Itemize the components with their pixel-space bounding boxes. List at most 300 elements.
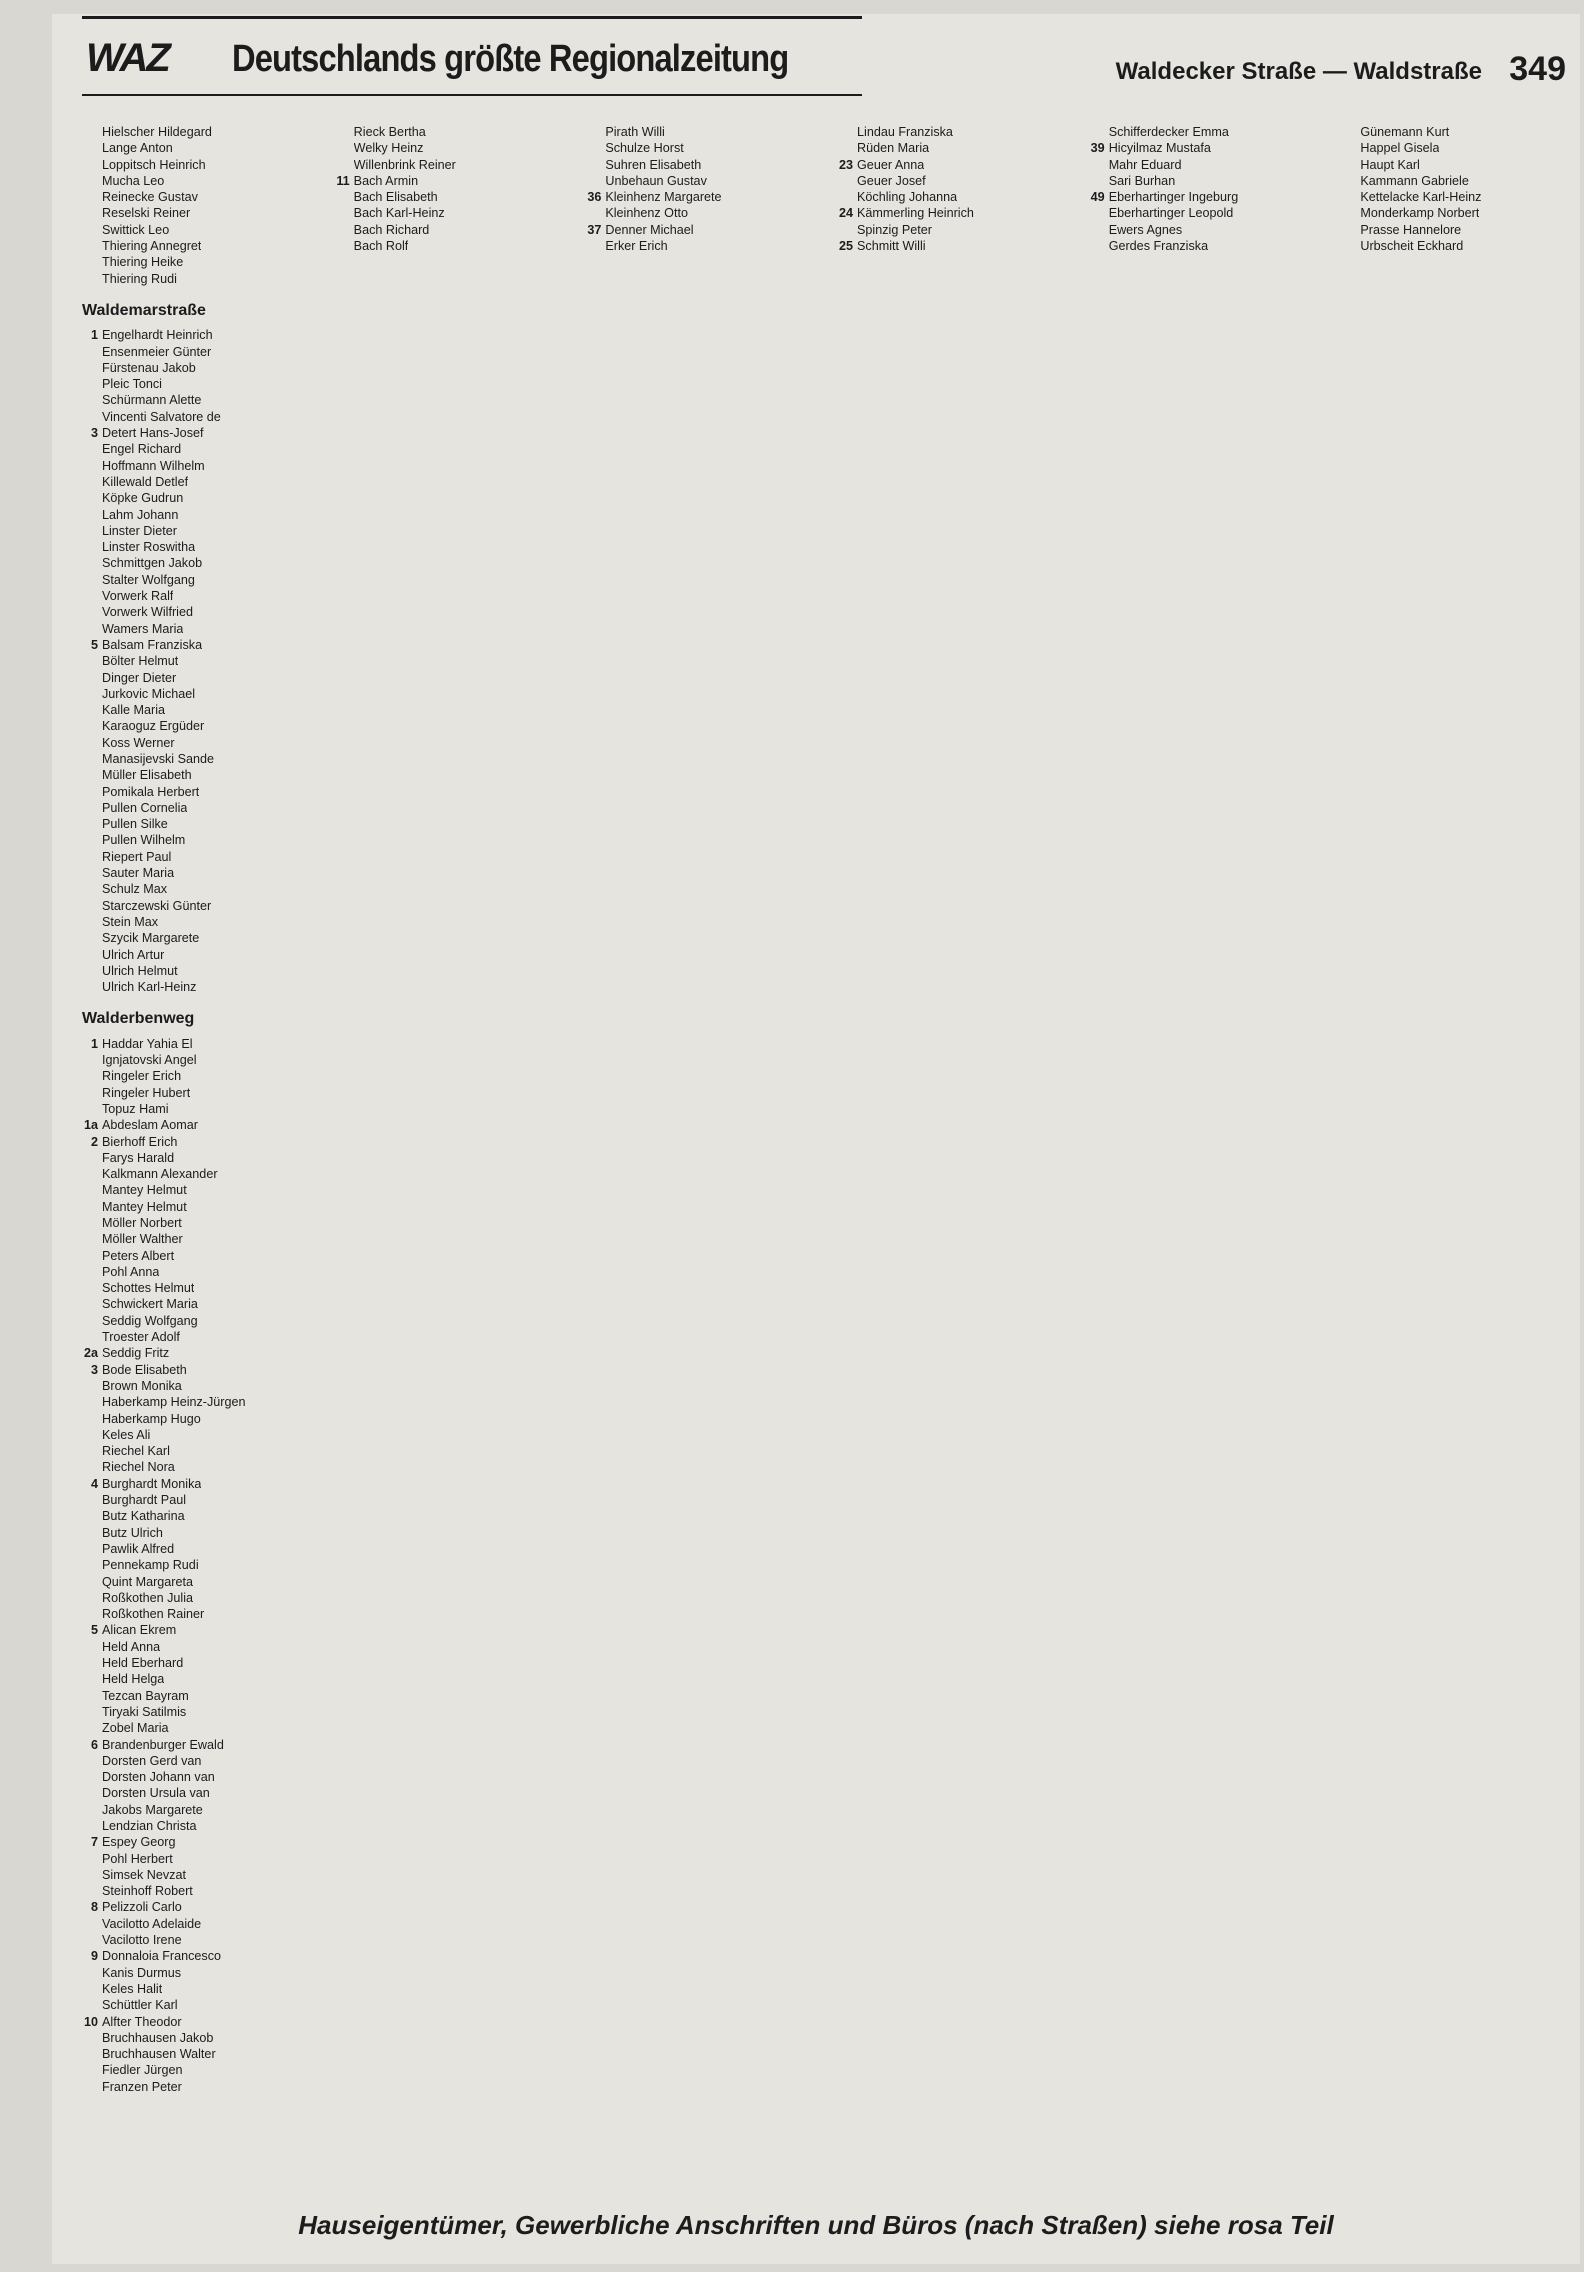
house-number [82,621,102,637]
house-number [837,173,857,189]
resident-entry [1340,222,1572,238]
resident-name: Abdeslam Aomar [102,1118,198,1133]
house-number: 37 [587,222,602,237]
house-number [585,124,605,140]
resident-name: Burghardt Monika [102,1476,202,1491]
resident-name: Rieck Bertha [353,125,426,139]
house-number [585,140,605,156]
house-number [1340,157,1360,173]
resident-entry [82,523,314,539]
resident-entry [82,653,314,669]
resident-name: Schifferdecker Emma [1108,125,1229,139]
house-number [82,1313,102,1329]
resident-entry [82,205,314,221]
resident-name: Espey Georg [102,1835,176,1850]
house-number [82,1182,102,1198]
resident-entry [82,1606,314,1622]
house-number [82,865,102,881]
resident-name: Linster Roswitha [102,540,196,555]
resident-entry [82,735,314,751]
resident-name: Pohl Herbert [102,1851,173,1866]
resident-name: Hielscher Hildegard [102,125,212,139]
resident-entry [82,1899,314,1915]
resident-name: Stalter Wolfgang [102,572,195,587]
resident-name: Pawlik Alfred [102,1541,175,1556]
resident-entry [334,124,566,140]
resident-name: Pullen Wilhelm [102,833,186,848]
resident-name: Vorwerk Ralf [102,589,174,604]
header-rule-bottom [82,94,862,96]
resident-entry [82,1296,314,1312]
house-number: 23 [839,157,854,172]
resident-entry [82,2079,314,2095]
resident-entry [334,238,566,254]
resident-name: Swittick Leo [102,222,170,237]
resident-name: Ulrich Karl-Heinz [102,980,197,995]
resident-name: Ignjatovski Angel [102,1053,197,1068]
house-number [82,653,102,669]
resident-entry [82,588,314,604]
directory-column [334,124,566,2154]
house-number [82,1753,102,1769]
house-number [82,523,102,539]
house-number [1340,189,1360,205]
resident-entry [82,1313,314,1329]
resident-name: Bach Armin [353,173,419,188]
resident-entry [585,173,817,189]
house-number: 2 [90,1134,98,1149]
resident-name: Kleinhenz Otto [605,206,688,221]
resident-name: Roßkothen Rainer [102,1607,205,1622]
resident-name: Brandenburger Ewald [102,1737,224,1752]
house-number [82,1639,102,1655]
resident-entry [82,1769,314,1785]
house-number: 5 [90,637,98,652]
resident-name: Hoffmann Wilhelm [102,458,205,473]
resident-entry [82,1932,314,1948]
directory-page [52,14,1580,2264]
resident-name: Kammann Gabriele [1360,173,1469,188]
house-number [82,140,102,156]
house-number [82,507,102,523]
resident-name: Keles Halit [102,1981,163,1996]
resident-entry [82,898,314,914]
resident-entry [334,173,566,189]
resident-entry [82,507,314,523]
resident-entry [1089,222,1321,238]
house-number [82,604,102,620]
resident-name: Lahm Johann [102,507,179,522]
resident-name: Köpke Gudrun [102,491,184,506]
resident-entry [82,1443,314,1459]
resident-entry [837,124,1069,140]
resident-name: Möller Norbert [102,1216,182,1230]
resident-name: Mucha Leo [102,173,165,188]
resident-name: Keles Ali [102,1427,151,1442]
resident-name: Haddar Yahia El [102,1036,193,1051]
resident-name: Franzen Peter [102,2079,182,2094]
house-number [82,2079,102,2095]
resident-entry [82,1068,314,1084]
house-number [82,1508,102,1524]
house-number [82,572,102,588]
resident-entry [82,1492,314,1508]
resident-name: Reinecke Gustav [102,190,198,205]
resident-entry [1340,173,1572,189]
house-number [82,1818,102,1834]
house-number [334,222,354,238]
house-number: 7 [90,1835,98,1850]
resident-entry [82,832,314,848]
resident-name: Vacilotto Adelaide [102,1916,202,1931]
resident-name: Fiedler Jürgen [102,2063,183,2078]
resident-entry [82,238,314,254]
house-number: 9 [90,1949,98,1964]
street-heading: Waldemarstraße [82,301,206,319]
house-number [82,1769,102,1785]
resident-entry [82,1345,314,1361]
house-number [82,1802,102,1818]
house-number [82,1411,102,1427]
resident-entry [334,140,566,156]
directory-columns [82,124,1572,2154]
resident-entry [82,670,314,686]
resident-name: Steinhoff Robert [102,1884,193,1899]
house-number [585,205,605,221]
resident-entry [82,1688,314,1704]
resident-name: Prasse Hannelore [1360,222,1462,237]
house-number [82,474,102,490]
resident-name: Donnaloia Francesco [102,1949,222,1964]
resident-name: Pullen Silke [102,817,168,832]
resident-name: Jurkovic Michael [102,686,196,701]
resident-name: Monderkamp Norbert [1360,206,1480,221]
resident-entry [82,881,314,897]
resident-name: Tiryaki Satilmis [102,1704,187,1719]
resident-entry [82,1476,314,1492]
resident-entry [82,1655,314,1671]
resident-name: Thiering Rudi [102,271,177,286]
resident-name: Stein Max [102,914,158,929]
resident-name: Schmitt Willi [857,239,926,254]
resident-entry [1340,140,1572,156]
house-number [1089,124,1109,140]
resident-name: Sauter Maria [102,866,175,881]
house-number [82,222,102,238]
resident-name: Spinzig Peter [857,222,932,237]
resident-entry [82,539,314,555]
resident-entry [334,157,566,173]
directory-column [1340,124,1572,2154]
resident-name: Dinger Dieter [102,670,177,685]
resident-entry [1340,157,1572,173]
resident-entry [82,1557,314,1573]
house-number [1340,140,1360,156]
house-number [334,205,354,221]
house-number [837,222,857,238]
resident-name: Gerdes Franziska [1108,239,1209,254]
resident-name: Farys Harald [102,1150,175,1165]
resident-entry [82,173,314,189]
resident-entry [1089,157,1321,173]
house-number [334,157,354,173]
resident-entry [82,1166,314,1182]
resident-entry [82,189,314,205]
resident-name: Alican Ekrem [102,1623,177,1638]
resident-entry [82,1215,314,1231]
house-number [82,2062,102,2078]
resident-entry [82,157,314,173]
resident-name: Schulz Max [102,882,168,897]
resident-name: Lindau Franziska [857,125,953,139]
house-number [82,914,102,930]
resident-name: Zobel Maria [102,1721,169,1736]
resident-entry [334,189,566,205]
house-number [82,1101,102,1117]
house-number [82,1248,102,1264]
house-number [82,1525,102,1541]
resident-entry [82,1785,314,1801]
house-number [82,718,102,734]
house-number [82,173,102,189]
house-number [837,124,857,140]
house-number [82,881,102,897]
house-number [82,1231,102,1247]
house-number: 3 [90,1362,98,1377]
resident-name: Roßkothen Julia [102,1590,194,1605]
house-number [82,1394,102,1410]
resident-name: Sari Burhan [1108,173,1176,188]
resident-entry [82,816,314,832]
house-number [82,124,102,140]
resident-name: Ulrich Helmut [102,963,178,978]
resident-entry [82,1541,314,1557]
resident-entry [837,189,1069,205]
resident-name: Eberhartinger Leopold [1108,206,1234,221]
resident-entry [837,222,1069,238]
house-number [82,205,102,221]
resident-entry [1089,238,1321,254]
resident-entry [82,718,314,734]
resident-entry [82,1362,314,1378]
resident-entry [82,637,314,653]
house-number [82,849,102,865]
resident-name: Held Eberhard [102,1656,184,1671]
resident-entry [334,222,566,238]
house-number [82,1965,102,1981]
resident-name: Denner Michael [605,222,694,237]
resident-name: Kalkmann Alexander [102,1167,218,1182]
resident-name: Kettelacke Karl-Heinz [1360,190,1482,205]
resident-entry [82,1916,314,1932]
resident-name: Starczewski Günter [102,898,212,913]
resident-entry [82,1231,314,1247]
resident-name: Wamers Maria [102,621,184,636]
house-number: 1 [90,328,98,343]
house-number [1089,173,1109,189]
house-number [82,1068,102,1084]
resident-entry [82,1525,314,1541]
resident-name: Simsek Nevzat [102,1867,186,1882]
resident-entry [82,947,314,963]
house-number [82,702,102,718]
house-number [82,2030,102,2046]
resident-entry [837,238,1069,254]
house-number [1340,173,1360,189]
resident-entry [1089,173,1321,189]
street-heading: Walderbenweg [82,1010,195,1028]
resident-entry [82,1818,314,1834]
house-number: 8 [90,1900,98,1915]
house-number [82,539,102,555]
page-number: 349 [1509,50,1566,88]
house-number [82,670,102,686]
house-number [334,140,354,156]
house-number [82,1280,102,1296]
house-number [82,784,102,800]
newspaper-slogan: Deutschlands größte Regionalzeitung [232,38,789,80]
house-number [334,238,354,254]
house-number [82,2046,102,2062]
house-number [82,1150,102,1166]
resident-entry [82,1411,314,1427]
house-number [82,686,102,702]
resident-name: Mantey Helmut [102,1199,187,1214]
resident-entry [82,1036,314,1052]
resident-name: Kämmerling Heinrich [857,206,974,221]
house-number: 36 [587,190,602,205]
resident-entry [82,425,314,441]
resident-entry [82,2046,314,2062]
resident-name: Haupt Karl [1360,157,1420,172]
resident-name: Suhren Elisabeth [605,157,702,172]
resident-entry [82,1248,314,1264]
resident-entry [82,800,314,816]
resident-name: Pomikala Herbert [102,784,200,799]
resident-entry [82,1997,314,2013]
resident-entry [585,124,817,140]
house-number [82,409,102,425]
resident-name: Detert Hans-Josef [102,426,204,441]
resident-name: Karaoguz Ergüder [102,719,205,734]
resident-name: Pelizzoli Carlo [102,1900,182,1915]
resident-name: Happel Gisela [1360,141,1440,156]
resident-entry [82,555,314,571]
resident-name: Pohl Anna [102,1264,160,1279]
resident-name: Bach Rolf [353,239,409,254]
resident-entry [1089,140,1321,156]
house-number [82,735,102,751]
house-number [82,1688,102,1704]
resident-entry [82,604,314,620]
resident-entry [82,1574,314,1590]
resident-name: Unbehaun Gustav [605,173,707,188]
house-number [82,963,102,979]
resident-entry [837,140,1069,156]
directory-column [1089,124,1321,2154]
resident-entry [82,1280,314,1296]
resident-name: Dorsten Gerd van [102,1753,202,1768]
resident-name: Riechel Nora [102,1460,175,1475]
house-number [82,1606,102,1622]
resident-name: Mantey Helmut [102,1183,187,1198]
resident-entry [1089,124,1321,140]
house-number [82,1851,102,1867]
resident-name: Linster Dieter [102,523,177,538]
house-number [82,898,102,914]
resident-entry [82,1834,314,1850]
street-range: Waldecker Straße — Waldstraße [1115,58,1482,85]
resident-name: Balsam Franziska [102,637,203,652]
resident-name: Köchling Johanna [857,190,958,205]
resident-name: Mahr Eduard [1108,157,1182,172]
resident-name: Butz Ulrich [102,1525,163,1540]
resident-name: Haberkamp Hugo [102,1411,201,1426]
resident-name: Müller Elisabeth [102,768,192,783]
house-number [82,157,102,173]
resident-entry [1340,205,1572,221]
house-number [82,1916,102,1932]
house-number [82,360,102,376]
house-number [837,140,857,156]
resident-name: Günemann Kurt [1360,125,1450,139]
house-number [82,344,102,360]
resident-entry [82,344,314,360]
house-number [82,1459,102,1475]
resident-name: Szycik Margarete [102,931,200,946]
house-number [82,1932,102,1948]
resident-name: Thiering Annegret [102,239,202,254]
resident-name: Schürmann Alette [102,393,202,408]
waz-logo: WAZ [86,36,169,80]
resident-name: Geuer Josef [857,173,926,188]
house-number [82,1655,102,1671]
resident-entry [82,360,314,376]
resident-name: Haberkamp Heinz-Jürgen [102,1395,246,1410]
house-number [82,1704,102,1720]
resident-name: Quint Margareta [102,1574,193,1589]
resident-entry [82,963,314,979]
house-number [82,979,102,995]
resident-entry [82,327,314,343]
house-number: 4 [90,1476,98,1491]
house-number [82,930,102,946]
resident-name: Pullen Cornelia [102,800,188,815]
resident-entry [82,376,314,392]
resident-entry [82,849,314,865]
resident-entry [1089,189,1321,205]
house-number [82,1997,102,2013]
resident-name: Manasijevski Sande [102,751,215,766]
house-number: 11 [336,173,350,188]
resident-entry [585,238,817,254]
resident-entry [82,1508,314,1524]
resident-entry [1089,205,1321,221]
house-number [82,1085,102,1101]
house-number [82,555,102,571]
resident-name: Hicyilmaz Mustafa [1108,141,1211,156]
house-number: 2a [83,1346,98,1361]
resident-entry [82,686,314,702]
resident-name: Engelhardt Heinrich [102,328,213,343]
house-number [82,1264,102,1280]
resident-name: Thiering Heike [102,255,184,270]
house-number [82,816,102,832]
resident-name: Jakobs Margarete [102,1802,203,1817]
resident-name: Schottes Helmut [102,1281,195,1296]
house-number [1340,205,1360,221]
resident-entry [82,1150,314,1166]
